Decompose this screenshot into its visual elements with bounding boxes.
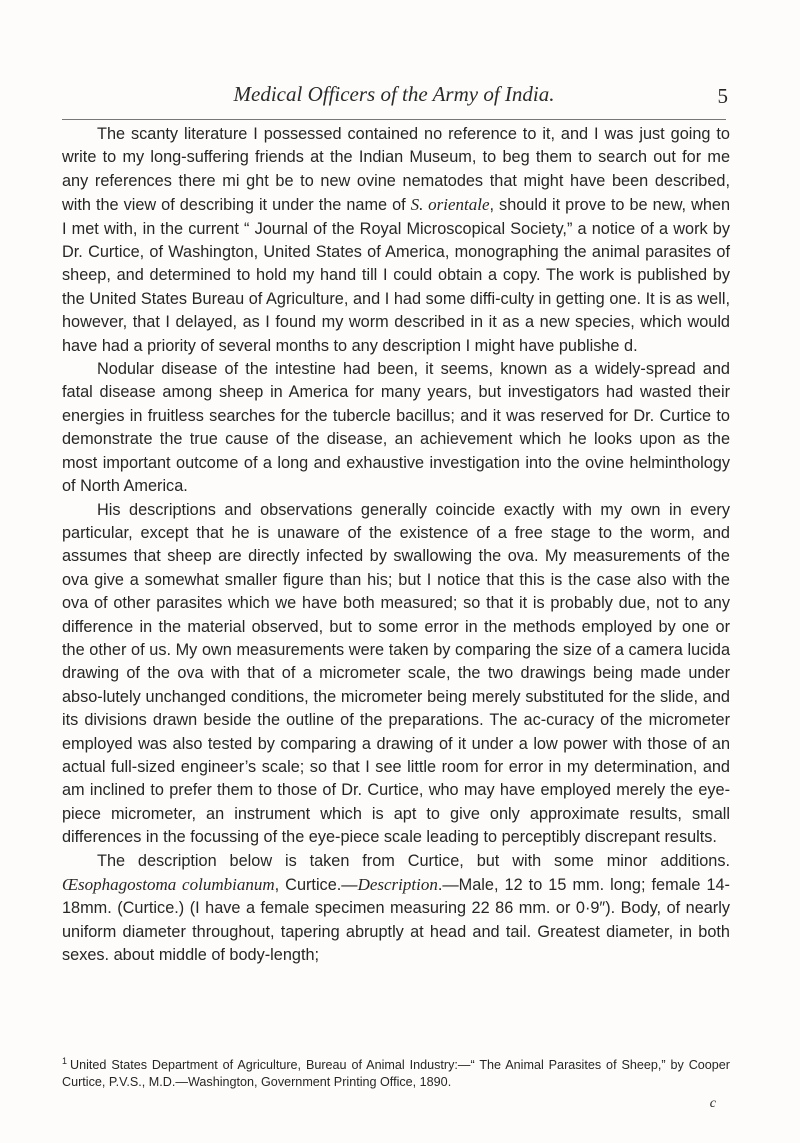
paragraph: [62, 850, 730, 968]
page-number: 5: [717, 84, 728, 108]
paragraph: [62, 123, 730, 358]
running-title: Medical Officers of the Army of India.: [233, 82, 555, 106]
text-segment: The description below is taken from Curtice, but with some minor additions.: [97, 851, 730, 870]
text-segment: .—Male, 12 to 15 mm. long; female 14-18mm. (Curtice.) (I have a female specimen measuring 22 86 mm. or 0·9″). Body, of nearly uniform diameter throughout, tapering abruptly at head and tail. Greatest diameter, in both sexes. about middle of body-length;: [62, 876, 730, 965]
paragraph: [62, 358, 730, 498]
running-header: [60, 80, 728, 112]
footnote-marker: 1: [62, 1056, 68, 1066]
section-heading: Description: [357, 875, 438, 894]
text-segment: , should it prove to be new, when I met with, in the current “ Journal of the Royal Microscopical Society,” a notice of a work by Dr. Curtice, of Washington, United States of America, monographing the animal parasites of sheep, and determined to hold my hand till I could obtain a copy. The work is published by the United States Bureau of Agriculture, and I had some diffi-culty in getting one. It is as well, however, that I delayed, as I found my worm described in it as a new species, which would have had a priority of several months to any description I might have publishe d.: [62, 196, 730, 355]
text-segment: Nodular disease of the intestine had been, it seems, known as a widely-spread and fatal disease among sheep in America for many years, but investigators had wasted their energies in fruitless searches for the tubercle bacillus; and it was reserved for Dr. Curtice to demonstrate the true cause of the disease, an achievement which he looks upon as the most important outcome of a long and exhaustive investigation into the ovine helminthology of North America.: [62, 360, 730, 496]
footnote: [62, 1053, 730, 1091]
text-segment: The scanty literature I possessed contained no reference to it, and I was just going to write to my long-suffering friends at the Indian Museum, to beg them to search out for me any references there mi ght be to new ovine nematodes that might have been described, with the view of describing it under the name of: [62, 125, 730, 215]
signature-mark: c: [709, 1096, 716, 1111]
species-name: S. orientale: [410, 195, 490, 215]
body-text: [62, 123, 730, 968]
species-name: Œsophagostoma columbianum: [62, 875, 275, 894]
paragraph: [62, 499, 730, 850]
footnote-text: United States Department of Agriculture, Bureau of Animal Industry:—“ The Animal Parasites of Sheep,” by Cooper Curtice, P.V.S., M.D.—Washington, Government Printing Office, 1890.: [62, 1058, 730, 1090]
text-segment: , Curtice.—: [274, 876, 358, 894]
text-segment: His descriptions and observations generally coincide exactly with my own in every particular, except that he is unaware of the existence of a free stage to the worm, and assumes that sheep are directly infected by swallowing the ova. My measurements of the ova give a somewhat smaller figure than his; but I notice that this is the case also with the ova of other parasites which we have both measured; so that it is probably due, not to any difference in the material observed, but to some error in the methods employed by one or the other of us. My own measurements were taken by comparing the size of a camera lucida drawing of the ova with that of a micrometer scale, the two drawings being made under abso-lutely unchanged conditions, the micrometer being merely substituted for the slide, and its divisions drawn beside the outline of the preparations. The ac-curacy of the micrometer employed was also tested by comparing a drawing of it under a low power with those of an actual full-sized engineer’s scale; so that I see little room for error in my determination, and am inclined to prefer them to those of Dr. Curtice, who may have employed merely the eye-piece micrometer, an instrument which is apt to give only approximate results, small differences in the focussing of the eye-piece scale leading to perceptibly discrepant results.: [62, 500, 730, 847]
header-rule: [62, 119, 726, 120]
